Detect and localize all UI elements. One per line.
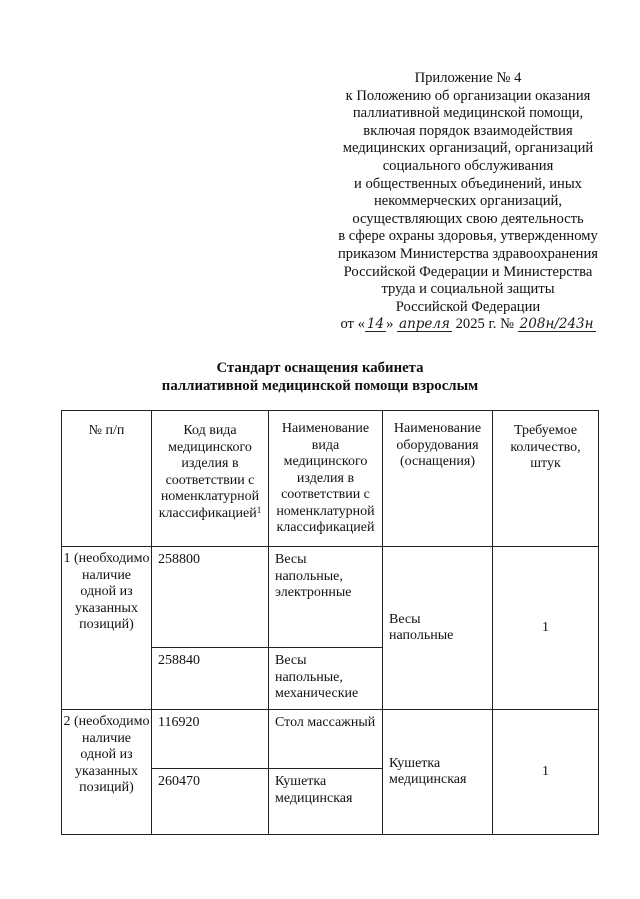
name-cell: Весы напольные, электронные — [269, 547, 383, 648]
appendix-line: паллиативной медицинской помощи, — [352, 105, 584, 122]
appendix-line: социального обслуживания — [382, 157, 554, 174]
date-mid: » — [386, 316, 394, 333]
header-cell: № п/п — [62, 411, 152, 547]
appendix-line: осуществляющих свою деятельность — [352, 210, 584, 227]
table-header-row — [62, 411, 599, 547]
appendix-line: и общественных объединений, иных — [354, 175, 582, 192]
table-row — [62, 547, 599, 648]
appendix-line: к Положению об организации оказания — [345, 87, 591, 104]
equipment-cell: Кушетка медицинская — [383, 710, 493, 835]
name-cell: Кушетка медицинская — [269, 769, 383, 835]
date-prefix: от « — [340, 316, 365, 333]
quantity-cell: 1 — [493, 710, 599, 835]
appendix-line: медицинских организаций, организаций — [342, 140, 594, 157]
appendix-block — [318, 70, 618, 334]
header-cell: Наименование вида медицинского изделия в соответствии с номенклатурной классификацией — [269, 411, 383, 547]
appendix-line: Российской Федерации и Министерства — [343, 263, 593, 280]
appendix-line: приказом Министерства здравоохранения — [338, 245, 598, 262]
code-cell: 258840 — [152, 648, 269, 710]
handwritten-order-number: 208н/243н — [519, 316, 594, 333]
appendix-line: некоммерческих организаций, — [373, 193, 563, 210]
quantity-cell: 1 — [493, 547, 599, 710]
code-cell: 260470 — [152, 769, 269, 835]
group-number-cell: 2 (необходимо наличие одной из указанных позиций) — [62, 710, 152, 835]
appendix-line: Российской Федерации — [395, 298, 541, 315]
title-line: Стандарт оснащения кабинета — [216, 360, 424, 376]
name-cell: Стол массажный — [269, 710, 383, 769]
title-line: паллиативной медицинской помощи взрослым — [161, 377, 479, 394]
appendix-line: в сфере охраны здоровья, утвержденному — [338, 228, 598, 245]
header-cell: Требуемое количество, штук — [493, 411, 599, 547]
appendix-line: труда и социальной защиты — [381, 281, 555, 298]
footnote-mark: 1 — [256, 504, 262, 515]
handwritten-month: апреля — [399, 316, 450, 333]
equipment-table — [61, 410, 599, 835]
group-number-cell: 1 (необходимо наличие одной из указанных позиций) — [62, 547, 152, 710]
date-year: 2025 г. № — [455, 316, 515, 333]
appendix-line: включая порядок взаимодействия — [363, 122, 573, 139]
code-cell: 258800 — [152, 547, 269, 648]
order-date-line — [318, 316, 618, 334]
equipment-cell: Весы напольные — [383, 547, 493, 710]
table-row — [62, 710, 599, 769]
handwritten-day: 14 — [366, 316, 385, 333]
header-cell: Наименование оборудования (оснащения) — [383, 411, 493, 547]
appendix-line: Приложение № 4 — [414, 70, 522, 86]
name-cell: Весы напольные, механические — [269, 648, 383, 710]
header-cell: Код вида медицинского изделия в соответствии с номенклатурной классификацией$^1$ — [152, 411, 269, 547]
page-title — [110, 360, 530, 395]
code-cell: 116920 — [152, 710, 269, 769]
